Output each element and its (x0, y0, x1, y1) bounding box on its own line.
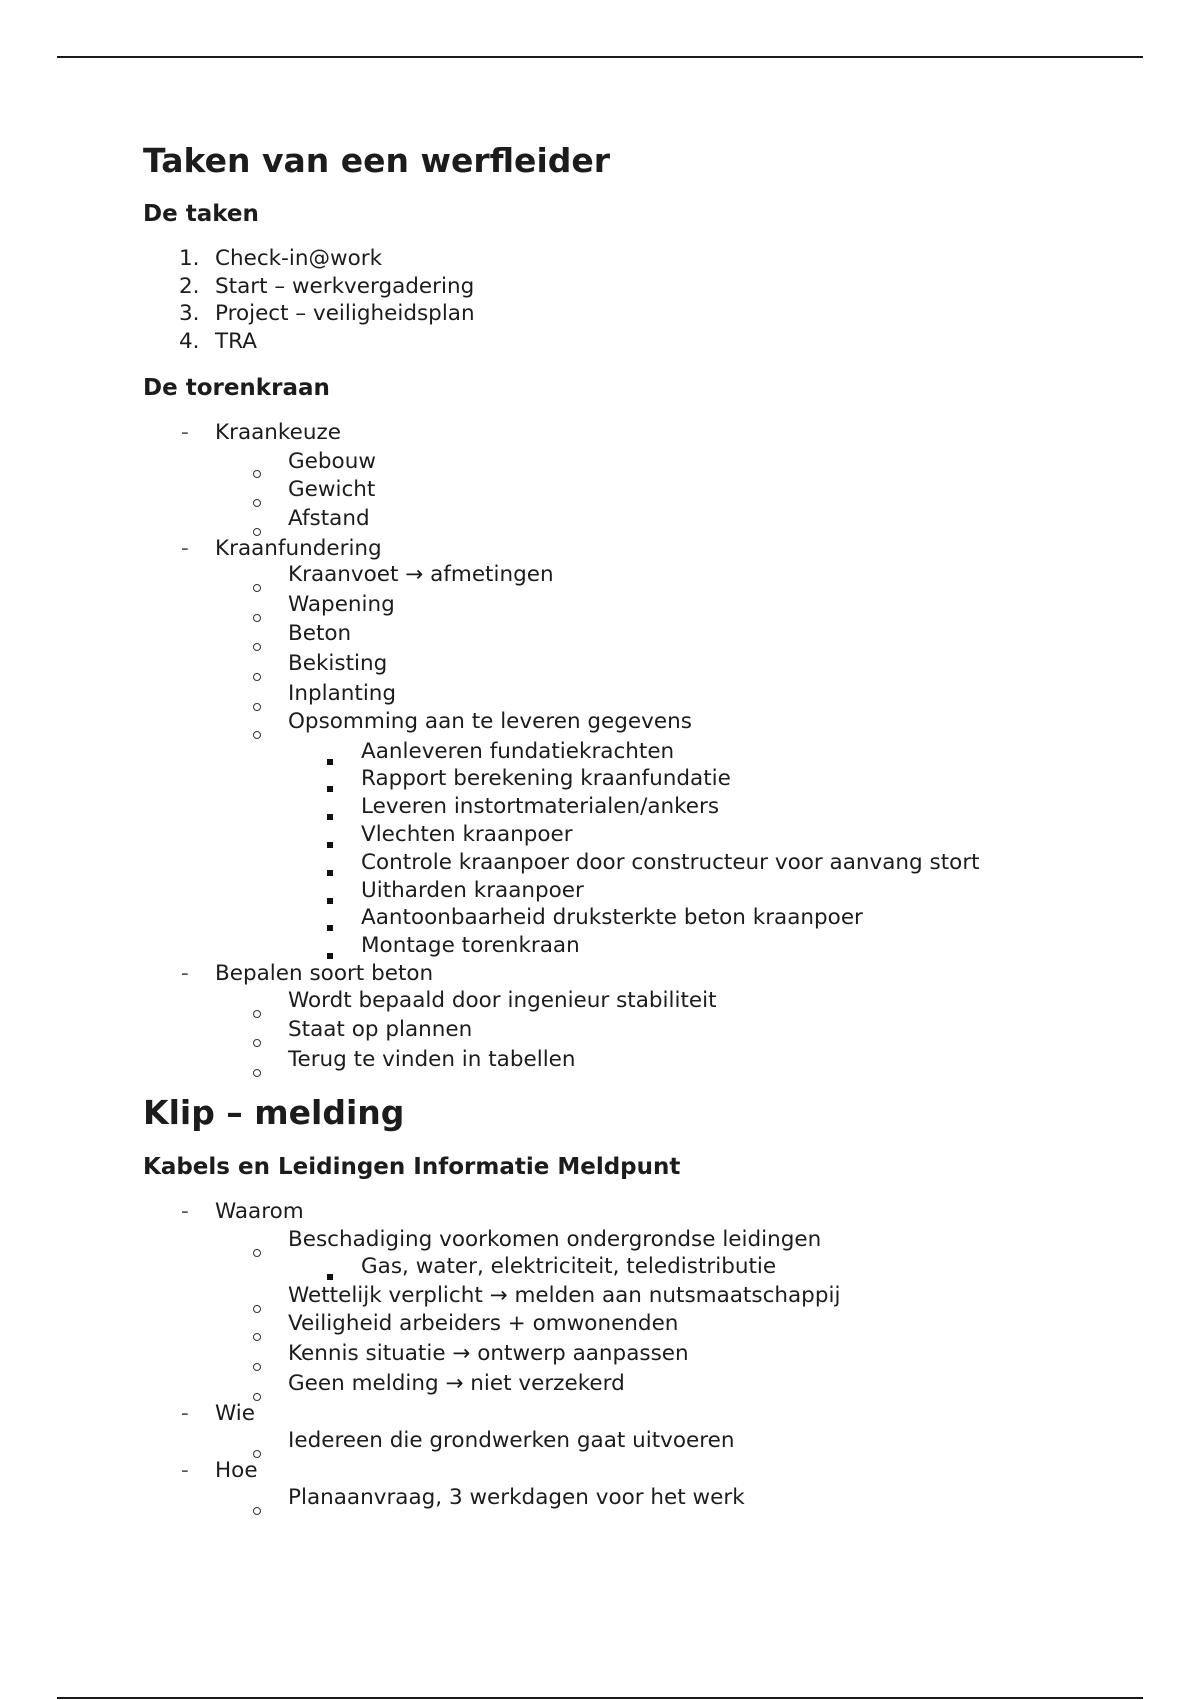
circle-bullet (253, 1238, 261, 1264)
title-taken: Taken van een werfleider (143, 141, 611, 180)
list-item: Bepalen soort beton (215, 961, 434, 986)
circle-bullet (253, 1322, 261, 1348)
list-item: Uitharden kraanpoer (361, 878, 584, 903)
circle-bullet (253, 573, 261, 599)
list-item: TRA (215, 329, 257, 354)
list-item: Afstand (288, 506, 370, 531)
list-item: Waarom (215, 1199, 304, 1224)
list-item: Veiligheid arbeiders + omwonenden (288, 1311, 679, 1336)
dash-bullet: - (181, 536, 189, 561)
list-item: Kraanvoet → afmetingen (288, 562, 554, 587)
list-number: 1. (179, 246, 200, 271)
list-item: Wie (215, 1401, 255, 1426)
list-item: Hoe (215, 1458, 258, 1483)
list-item: Beton (288, 621, 352, 646)
title-klip: Klip – melding (143, 1093, 405, 1132)
list-item: Kraankeuze (215, 420, 341, 445)
list-item: Controle kraanpoer door constructeur voor aanvang stort (361, 850, 980, 875)
list-item: Aantoonbaarheid druksterkte beton kraanpoer (361, 905, 863, 930)
circle-bullet (253, 603, 261, 629)
list-item: Gas, water, elektriciteit, teledistributie (361, 1254, 777, 1279)
list-item: Gewicht (288, 477, 376, 502)
list-item: Wordt bepaald door ingenieur stabiliteit (288, 988, 717, 1013)
square-bullet (327, 829, 333, 855)
square-bullet (327, 885, 333, 911)
list-item: Terug te vinden in tabellen (288, 1047, 576, 1072)
circle-bullet (253, 632, 261, 658)
square-bullet (327, 912, 333, 938)
list-item: Gebouw (288, 449, 376, 474)
dash-bullet: - (181, 420, 189, 445)
subtitle-torenkraan: De torenkraan (143, 375, 330, 401)
circle-bullet (253, 1294, 261, 1320)
square-bullet (327, 857, 333, 883)
subtitle-de-taken: De taken (143, 201, 259, 227)
dash-bullet: - (181, 961, 189, 986)
square-bullet (327, 746, 333, 772)
bottom-rule (57, 1697, 1143, 1699)
circle-bullet (253, 1496, 261, 1522)
list-item: Kennis situatie → ontwerp aanpassen (288, 1341, 689, 1366)
list-item: Iedereen die grondwerken gaat uitvoeren (288, 1428, 735, 1453)
subtitle-klip: Kabels en Leidingen Informatie Meldpunt (143, 1154, 681, 1180)
list-item: Opsomming aan te leveren gegevens (288, 709, 692, 734)
list-number: 3. (179, 301, 200, 326)
list-item: Project – veiligheidsplan (215, 301, 475, 326)
list-item: Aanleveren fundatiekrachten (361, 739, 675, 764)
list-item: Wettelijk verplicht → melden aan nutsmaatschappij (288, 1283, 841, 1308)
circle-bullet (253, 662, 261, 688)
list-item: Staat op plannen (288, 1017, 473, 1042)
dash-bullet: - (181, 1199, 189, 1224)
top-rule (57, 56, 1143, 58)
circle-bullet (253, 1028, 261, 1054)
circle-bullet (253, 692, 261, 718)
square-bullet (327, 801, 333, 827)
list-item: Inplanting (288, 681, 397, 706)
list-number: 2. (179, 274, 200, 299)
dash-bullet: - (181, 1401, 189, 1426)
list-item: Vlechten kraanpoer (361, 822, 573, 847)
list-item: Rapport berekening kraanfundatie (361, 766, 731, 791)
dash-bullet: - (181, 1458, 189, 1483)
list-item: Beschadiging voorkomen ondergrondse leidingen (288, 1227, 822, 1252)
list-item: Kraanfundering (215, 536, 382, 561)
list-item: Leveren instortmaterialen/ankers (361, 794, 720, 819)
circle-bullet (253, 999, 261, 1025)
circle-bullet (253, 720, 261, 746)
circle-bullet (253, 1058, 261, 1084)
square-bullet (327, 773, 333, 799)
list-item: Planaanvraag, 3 werkdagen voor het werk (288, 1485, 745, 1510)
list-item: Wapening (288, 592, 395, 617)
circle-bullet (253, 459, 261, 485)
list-item: Geen melding → niet verzekerd (288, 1371, 625, 1396)
circle-bullet (253, 1352, 261, 1378)
circle-bullet (253, 488, 261, 514)
list-item: Check-in@work (215, 246, 383, 271)
list-number: 4. (179, 329, 200, 354)
list-item: Bekisting (288, 651, 388, 676)
list-item: Start – werkvergadering (215, 274, 475, 299)
list-item: Montage torenkraan (361, 933, 580, 958)
